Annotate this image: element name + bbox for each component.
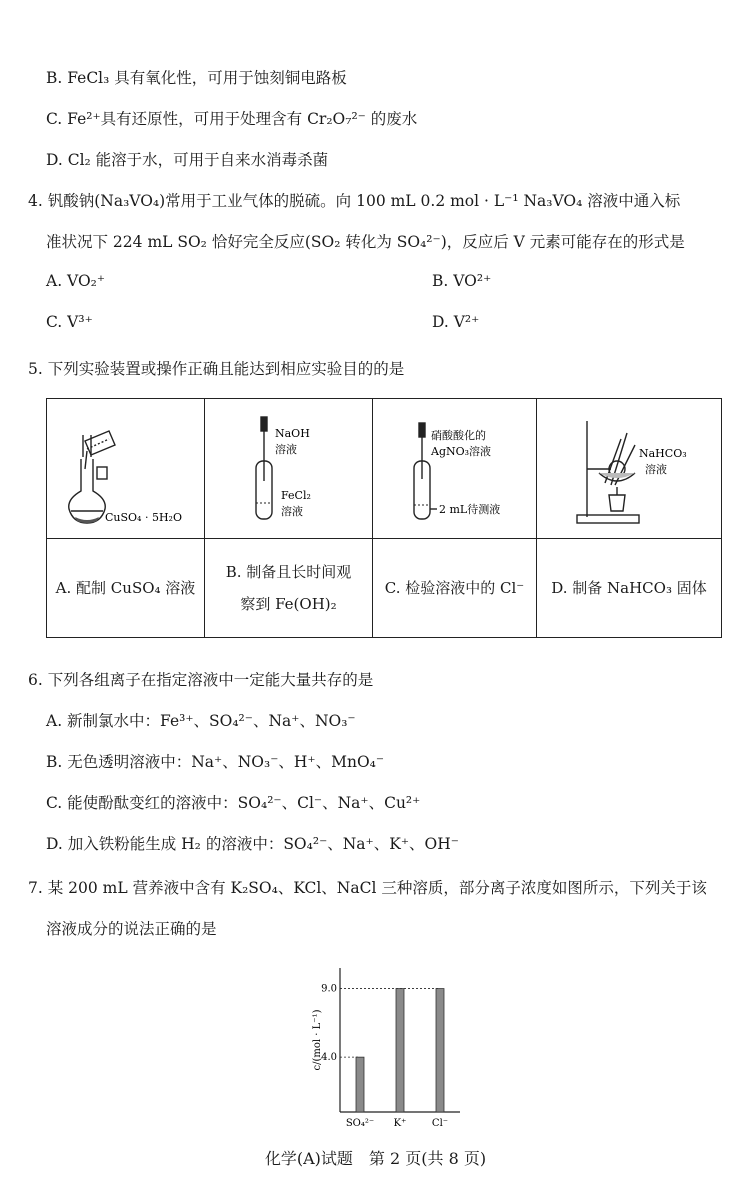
question-6-stem: 6. 下列各组离子在指定溶液中一定能大量共存的是	[28, 671, 374, 689]
dropper-test-tube-drawing-c	[373, 399, 537, 539]
x-tick-label-2: Cl⁻	[431, 1118, 449, 1129]
apparatus-b-cell	[205, 399, 373, 539]
ion-concentration-chart	[290, 962, 530, 1132]
bar-0	[356, 1057, 364, 1112]
apparatus-c-cell	[373, 399, 537, 539]
reagent-naoh-solution-label: 溶液	[275, 443, 297, 456]
y-axis-label: c/(mol · L⁻¹)	[312, 1009, 323, 1071]
question-6-option-a: A. 新制氯水中：Fe³⁺、SO₄²⁻、Na⁺、NO₃⁻	[46, 712, 356, 730]
bar-1	[396, 989, 404, 1112]
question-4-line-2: 准状况下 224 mL SO₂ 恰好完全反应(SO₂ 转化为 SO₄²⁻)，反应后 V 元素可能存在的形式是	[46, 233, 685, 251]
reagent-fecl2-label: FeCl₂	[281, 489, 311, 502]
reagent-acidified-label: 硝酸酸化的	[431, 429, 486, 442]
x-tick-label-1: K⁺	[393, 1118, 407, 1129]
caption-b: B. 制备且长时间观 察到 Fe(OH)₂	[205, 539, 373, 637]
question-4-option-d: D. V²⁺	[432, 313, 480, 331]
question-4-option-c: C. V³⁺	[46, 313, 93, 331]
experiment-table	[46, 398, 722, 638]
reagent-naoh-label: NaOH	[275, 427, 310, 440]
question-7-line-1: 7. 某 200 mL 营养液中含有 K₂SO₄、KCl、NaCl 三种溶质，部分离子浓度如图所示，下列关于该	[28, 879, 707, 897]
reagent-fecl2-solution-label: 溶液	[281, 505, 303, 518]
apparatus-a-cell	[47, 399, 205, 539]
page-footer: 化学(A)试题 第 2 页(共 8 页)	[264, 1149, 487, 1168]
option-d-cl2: D. Cl₂ 能溶于水，可用于自来水消毒杀菌	[46, 151, 329, 169]
dropper-test-tube-drawing-b	[205, 399, 373, 539]
question-4-option-b: B. VO²⁺	[432, 272, 492, 290]
question-4-option-a: A. VO₂⁺	[46, 272, 106, 290]
x-tick-label-0: SO₄²⁻	[345, 1118, 375, 1129]
bar-2	[436, 989, 444, 1112]
question-5-stem: 5. 下列实验装置或操作正确且能达到相应实验目的的是	[28, 360, 405, 378]
question-6-option-d: D. 加入铁粉能生成 H₂ 的溶液中：SO₄²⁻、Na⁺、K⁺、OH⁻	[46, 835, 459, 853]
evaporation-setup-drawing	[537, 399, 723, 539]
y-tick-label-0: 4.0	[321, 1052, 337, 1064]
caption-a: A. 配制 CuSO₄ 溶液	[47, 539, 205, 637]
question-7-line-2: 溶液成分的说法正确的是	[46, 920, 217, 938]
caption-c: C. 检验溶液中的 Cl⁻	[373, 539, 537, 637]
nahco3-solution-label: 溶液	[645, 463, 667, 476]
apparatus-a-label: CuSO₄ · 5H₂O	[105, 511, 182, 524]
option-b-fecl3: B. FeCl₃ 具有氧化性，可用于蚀刻铜电路板	[46, 69, 347, 87]
nahco3-label: NaHCO₃	[639, 447, 687, 460]
test-solution-label: 2 mL待测液	[439, 503, 501, 516]
question-6-option-c: C. 能使酚酞变红的溶液中：SO₄²⁻、Cl⁻、Na⁺、Cu²⁺	[46, 794, 421, 812]
reagent-agno3-label: AgNO₃溶液	[431, 445, 492, 458]
apparatus-d-cell	[537, 399, 721, 539]
y-tick-label-1: 9.0	[321, 983, 337, 995]
volumetric-flask-drawing	[47, 399, 205, 539]
question-4-line-1: 4. 钒酸钠(Na₃VO₄)常用于工业气体的脱硫。向 100 mL 0.2 mol · L⁻¹ Na₃VO₄ 溶液中通入标	[28, 192, 681, 210]
option-c-fe2: C. Fe²⁺具有还原性，可用于处理含有 Cr₂O₇²⁻ 的废水	[46, 110, 418, 128]
question-6-option-b: B. 无色透明溶液中：Na⁺、NO₃⁻、H⁺、MnO₄⁻	[46, 753, 385, 771]
caption-d: D. 制备 NaHCO₃ 固体	[551, 579, 707, 597]
